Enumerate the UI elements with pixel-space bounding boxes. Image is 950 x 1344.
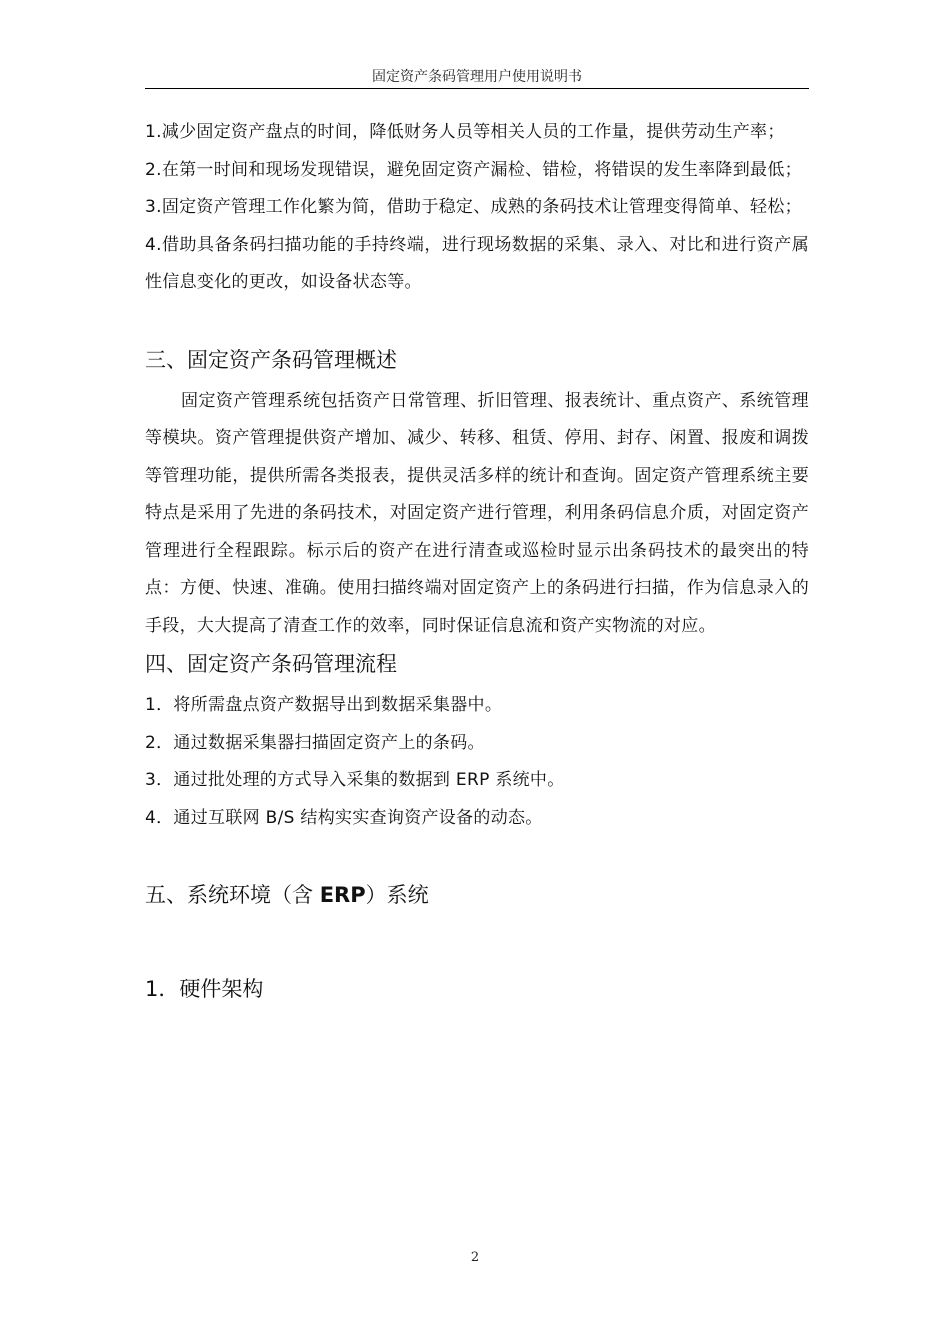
subsection-hardware-heading: 1．硬件架构	[145, 977, 264, 1001]
section-3-heading: 三、固定资产条码管理概述	[145, 347, 397, 372]
benefits-list	[145, 114, 809, 302]
benefit-item-1: 1.减少固定资产盘点的时间，降低财务人员等相关人员的工作量，提供劳动生产率；	[145, 122, 785, 142]
benefit-item-2: 2.在第一时间和现场发现错误，避免固定资产漏检、错检，将错误的发生率降到最低；	[145, 159, 802, 180]
process-step-3: 3．通过批处理的方式导入采集的数据到 ERP 系统中。	[145, 770, 565, 790]
page-number: 2	[470, 1250, 480, 1265]
process-step-4: 4．通过互联网 B/S 结构实实查询资产设备的动态。	[145, 807, 543, 828]
benefit-item-4: 4.借助具备条码扫描功能的手持终端，进行现场数据的采集、录入、对比和进行资产属性信息变化的更改，如设备状态等。	[145, 234, 809, 292]
section-5-title-suffix: ）系统	[365, 883, 429, 907]
process-step-2: 2．通过数据采集器扫描固定资产上的条码。	[145, 732, 485, 753]
header-divider	[145, 88, 809, 89]
section-5-title-erp: ERP	[319, 883, 366, 907]
section-5-title-prefix: 五、系统环境（含	[145, 883, 320, 907]
process-step-1: 1．将所需盘点资产数据导出到数据采集器中。	[145, 695, 503, 715]
section-5-heading	[145, 880, 809, 910]
section-3-body: 固定资产管理系统包括资产日常管理、折旧管理、报表统计、重点资产、系统管理等模块。资产管理提供资产增加、减少、转移、租赁、停用、封存、闲置、报废和调拨等管理功能，提供所需各类报表，提供灵活多样的统计和查询。固定资产管理系统主要特点是采用了先进的条码技术，对固定资产进行管理，利用条码信息介质，对固定资产管理进行全程跟踪。标示后的资产在进行清查或巡检时显示出条码技术的最突出的特点：方便、快速、准确。使用扫描终端对固定资产上的条码进行扫描，作为信息录入的手段，大大提高了清查工作的效率，同时保证信息流和资产实物流的对应。	[145, 390, 809, 636]
process-steps	[145, 687, 809, 837]
section-4-heading: 四、固定资产条码管理流程	[145, 652, 397, 676]
page-body	[145, 114, 809, 1004]
benefit-item-3: 3.固定资产管理工作化繁为简，借助于稳定、成熟的条码技术让管理变得简单、轻松；	[145, 197, 802, 217]
document-header: 固定资产条码管理用户使用说明书	[372, 69, 582, 85]
